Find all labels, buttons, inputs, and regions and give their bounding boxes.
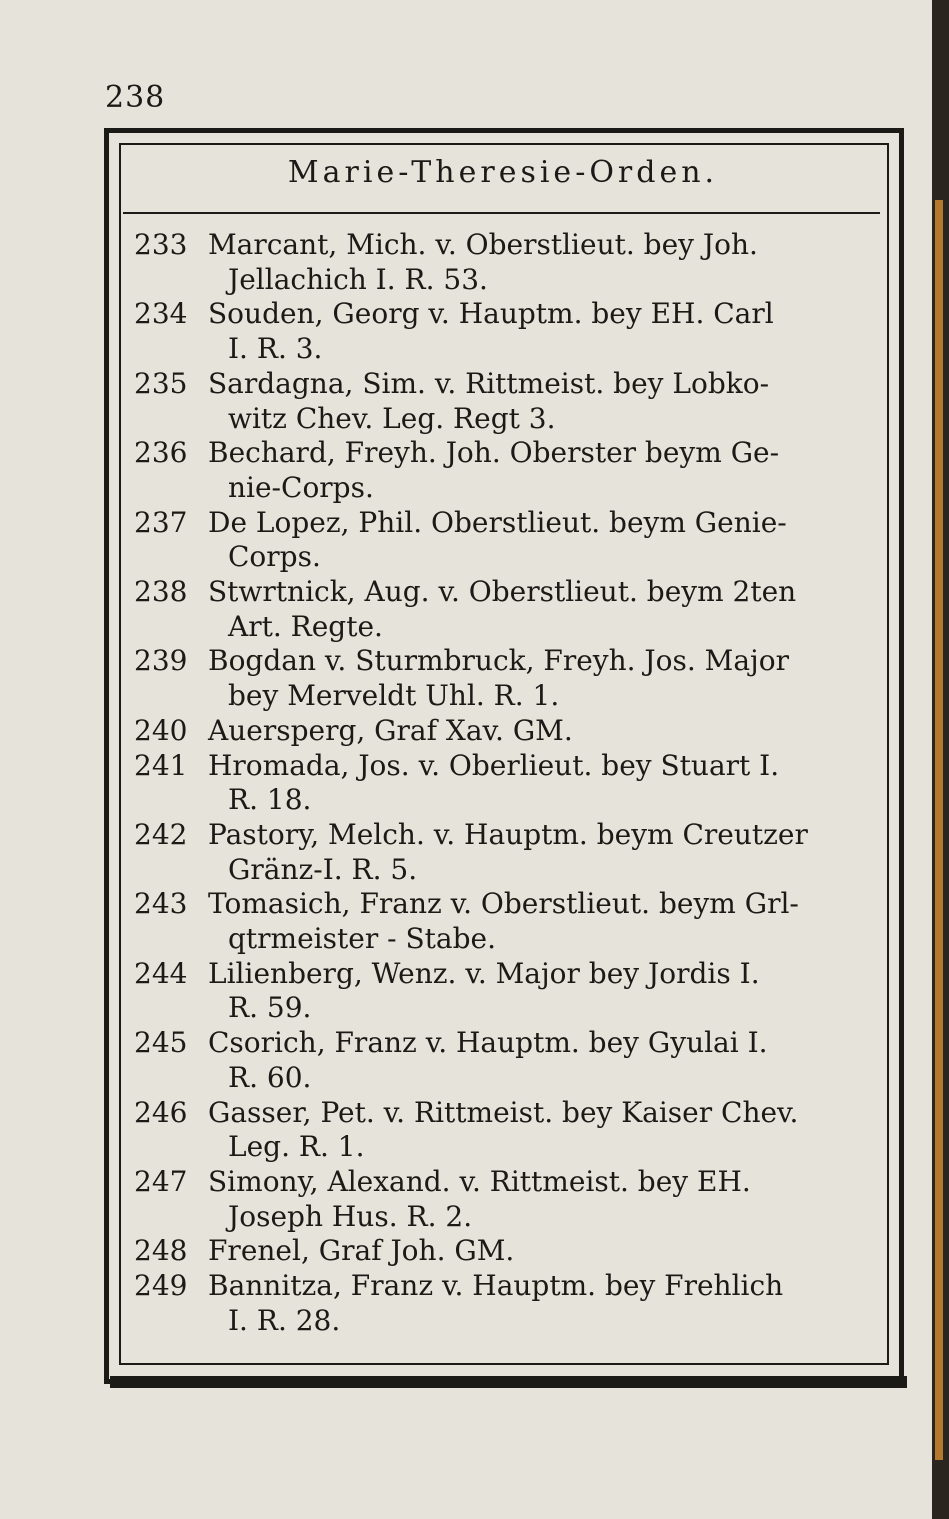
entry-number: 240 [134, 713, 188, 747]
entry-number: 241 [134, 748, 188, 782]
list-item [134, 575, 882, 644]
entry-text: Sardagna, Sim. v. Rittmeist. bey Lobko- [208, 366, 770, 400]
list-item [134, 367, 882, 436]
list-item [134, 228, 882, 297]
page-binding-strip [935, 200, 943, 1460]
entry-text: De Lopez, Phil. Oberstlieut. beym Genie- [208, 505, 787, 539]
entry-text: Souden, Georg v. Hauptm. bey EH. Carl [208, 297, 774, 331]
entry-continuation: R. 60. [228, 1060, 312, 1094]
entry-text: Csorich, Franz v. Hauptm. bey Gyulai I. [208, 1026, 768, 1060]
entry-number: 238 [134, 575, 188, 609]
page-number: 238 [105, 80, 166, 115]
list-item [134, 1269, 882, 1338]
entry-number: 243 [134, 887, 188, 921]
entry-text: Pastory, Melch. v. Hauptm. beym Creutzer [208, 817, 808, 851]
entry-continuation: witz Chev. Leg. Regt 3. [228, 401, 556, 435]
entry-continuation: R. 18. [228, 783, 312, 817]
list-item [134, 1026, 882, 1095]
entry-text: Hromada, Jos. v. Oberlieut. bey Stuart I. [208, 748, 780, 782]
entry-number: 237 [134, 505, 188, 539]
entry-continuation: Gränz-I. R. 5. [228, 852, 418, 886]
entry-text: Gasser, Pet. v. Rittmeist. bey Kaiser Chev. [208, 1095, 799, 1129]
entry-text: Marcant, Mich. v. Oberstlieut. bey Joh. [208, 228, 758, 261]
text-frame-bottom-rule [110, 1376, 907, 1388]
list-item [134, 297, 882, 366]
entry-text: Bechard, Freyh. Joh. Oberster beym Ge- [208, 436, 780, 470]
entry-number: 247 [134, 1164, 188, 1198]
list-item [134, 714, 882, 749]
entry-number: 244 [134, 956, 188, 990]
entry-continuation: nie-Corps. [228, 470, 374, 504]
entry-number: 233 [134, 228, 188, 261]
entry-number: 249 [134, 1269, 188, 1303]
entry-continuation: qtrmeister - Stabe. [228, 922, 496, 956]
entry-continuation: Art. Regte. [228, 609, 383, 643]
entry-continuation: I. R. 28. [228, 1303, 341, 1337]
entry-number: 235 [134, 366, 188, 400]
list-item [134, 644, 882, 713]
list-item [134, 818, 882, 887]
entry-text: Tomasich, Franz v. Oberstlieut. beym Grl- [208, 887, 799, 921]
list-item [134, 1096, 882, 1165]
member-list [134, 228, 882, 1339]
list-item [134, 957, 882, 1026]
entry-number: 236 [134, 436, 188, 470]
entry-text: Stwrtnick, Aug. v. Oberstlieut. beym 2ten [208, 575, 797, 609]
list-item [134, 887, 882, 956]
entry-number: 246 [134, 1095, 188, 1129]
entry-text: Auersperg, Graf Xav. GM. [208, 713, 573, 747]
entry-continuation: R. 59. [228, 991, 312, 1025]
entry-continuation: I. R. 3. [228, 332, 323, 366]
entry-continuation: Corps. [228, 540, 321, 574]
entry-continuation: Joseph Hus. R. 2. [228, 1199, 473, 1233]
entry-number: 234 [134, 297, 188, 331]
list-item [134, 436, 882, 505]
list-item [134, 749, 882, 818]
entry-number: 239 [134, 644, 188, 678]
entry-text: Bogdan v. Sturmbruck, Freyh. Jos. Major [208, 644, 789, 678]
entry-continuation: Jellachich I. R. 53. [228, 262, 488, 296]
entry-number: 248 [134, 1234, 188, 1268]
entry-number: 245 [134, 1026, 188, 1060]
entry-continuation: bey Merveldt Uhl. R. 1. [228, 679, 560, 713]
list-item [134, 1234, 882, 1269]
list-item [134, 506, 882, 575]
entry-text: Simony, Alexand. v. Rittmeist. bey EH. [208, 1164, 751, 1198]
entry-number: 242 [134, 817, 188, 851]
heading-divider [123, 212, 880, 214]
entry-continuation: Leg. R. 1. [228, 1130, 365, 1164]
list-item [134, 1165, 882, 1234]
entry-text: Lilienberg, Wenz. v. Major bey Jordis I. [208, 956, 760, 990]
entry-text: Bannitza, Franz v. Hauptm. bey Frehlich [208, 1269, 784, 1303]
entry-text: Frenel, Graf Joh. GM. [208, 1234, 515, 1268]
section-heading: Marie-Theresie-Orden. [287, 155, 719, 190]
